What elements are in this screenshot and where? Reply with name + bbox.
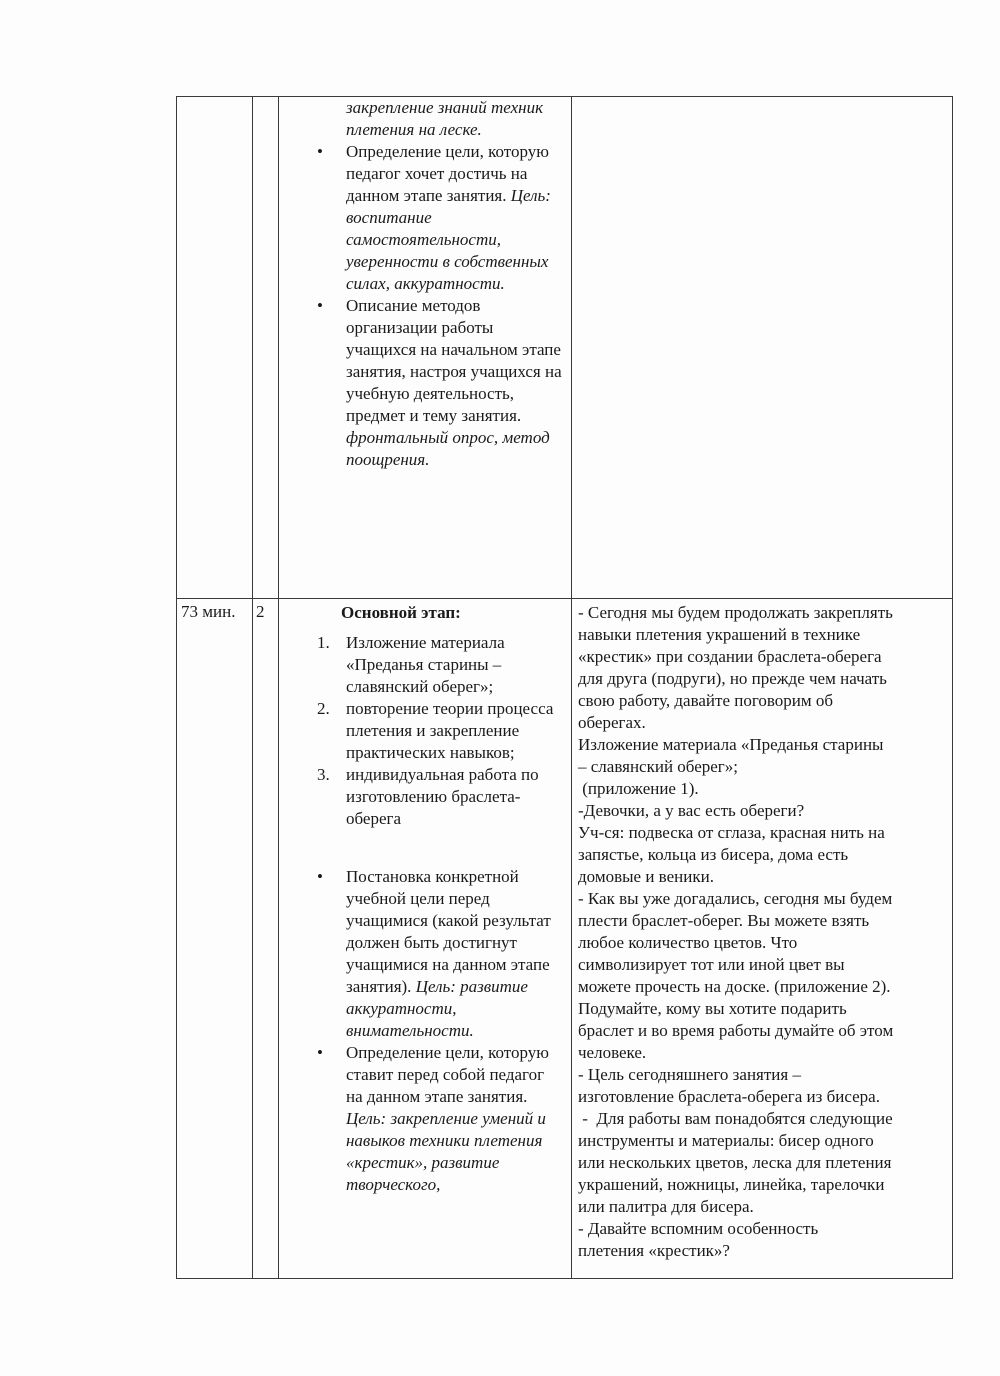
dialogue-line: браслет и во время работы думайте об этом xyxy=(578,1021,894,1040)
lesson-plan-table xyxy=(176,96,953,1279)
dialogue-line: плетения «крестик»? xyxy=(578,1241,730,1260)
list-item xyxy=(279,1042,563,1196)
dialogue-line: - Для работы вам понадобятся следующие xyxy=(578,1109,893,1128)
dialogue-line: Подумайте, кому вы хотите подарить xyxy=(578,999,847,1018)
dialogue-line: Изложение материала «Преданья старины xyxy=(578,735,884,754)
time-cell xyxy=(177,97,253,599)
table-row xyxy=(177,97,953,599)
list-item: 1. Изложение материала «Преданья старины – славянский оберег»; xyxy=(317,633,505,696)
bullet-goal-text: фронтальный опрос, метод поощрения. xyxy=(346,428,550,469)
numbered-list xyxy=(279,632,563,830)
dialogue-line: оберегах. xyxy=(578,713,646,732)
dialogue-line: навыки плетения украшений в технике xyxy=(578,625,861,644)
bullet-text: Определение цели, которую ставит перед собой педагог на данном этапе занятия. xyxy=(346,1043,549,1106)
stage-description-cell xyxy=(279,97,572,599)
dialogue-line: - Сегодня мы будем продолжать закреплять xyxy=(578,603,893,622)
stage-heading: Основной этап: xyxy=(341,603,461,622)
dialogue-line: изготовление браслета-оберега из бисера. xyxy=(578,1087,880,1106)
list-item: 2. повторение теории процесса плетения и закрепление практических навыков; xyxy=(317,699,554,762)
teacher-dialogue xyxy=(578,602,948,1262)
dialogue-line: Уч-ся: подвеска от сглаза, красная нить на xyxy=(578,823,885,842)
dialogue-line: – славянский оберег»; xyxy=(578,757,739,776)
dialogue-line: - Давайте вспомним особенность xyxy=(578,1219,819,1238)
list-item: 3. индивидуальная работа по изготовлению браслета-оберега xyxy=(317,765,539,828)
dialogue-line: домовые и веники. xyxy=(578,867,714,886)
dialogue-line: - Как вы уже догадались, сегодня мы будем xyxy=(578,889,893,908)
continued-goal-text: закрепление знаний техник плетения на леске. xyxy=(346,98,544,139)
dialogue-line: плести браслет-оберег. Вы можете взять xyxy=(578,911,870,930)
bullet-list xyxy=(279,866,563,1196)
number-cell: 2 xyxy=(253,599,279,1279)
list-item xyxy=(279,866,563,1042)
dialogue-line: любое количество цветов. Что xyxy=(578,933,798,952)
dialogue-line: или нескольких цветов, леска для плетения xyxy=(578,1153,892,1172)
time-cell: 73 мин. xyxy=(177,599,253,1279)
dialogue-line: свою работу, давайте поговорим об xyxy=(578,691,834,710)
dialogue-line: «крестик» при создании браслета-оберега xyxy=(578,647,882,666)
bullet-list xyxy=(279,141,563,471)
bullet-text: Постановка конкретной учебной цели перед учащимися (какой результат должен быть достигнут учащимися на данном этапе занятия). xyxy=(346,867,551,996)
bullet-goal-text: Цель: развитие аккуратности, внимательности. xyxy=(346,977,528,1040)
bullet-goal-text: Цель: воспитание самостоятельности, уверенности в собственных силах, аккуратности. xyxy=(346,186,551,293)
dialogue-line: человеке. xyxy=(578,1043,647,1062)
dialogue-line: - Цель сегодняшнего занятия – xyxy=(578,1065,801,1084)
list-item xyxy=(279,141,563,295)
dialogue-line: инструменты и материалы: бисер одного xyxy=(578,1131,874,1150)
dialogue-line: символизирует тот или иной цвет вы xyxy=(578,955,845,974)
dialogue-line: можете прочесть на доске. (приложение 2). xyxy=(578,977,891,996)
list-item xyxy=(279,295,563,471)
bullet-text: Описание методов организации работы учащихся на начальном этапе занятия, настроя учащихся на учебную деятельность, предмет и тему занятия. xyxy=(346,296,562,425)
dialogue-line: (приложение 1). xyxy=(578,779,699,798)
dialogue-line: -Девочки, а у вас есть обереги? xyxy=(578,801,805,820)
dialogue-line: для друга (подруги), но прежде чем начать xyxy=(578,669,887,688)
table-row xyxy=(177,599,953,1279)
dialogue-line: украшений, ножницы, линейка, тарелочки xyxy=(578,1175,885,1194)
number-cell xyxy=(253,97,279,599)
bullet-goal-text: Цель: закрепление умений и навыков техники плетения «крестик», развитие творческого, xyxy=(346,1109,546,1194)
teacher-activity-cell xyxy=(572,599,953,1279)
stage-description-cell xyxy=(279,599,572,1279)
bullet-text: Определение цели, которую педагог хочет достичь на данном этапе занятия. xyxy=(346,142,549,205)
teacher-activity-cell xyxy=(572,97,953,599)
dialogue-line: запястье, кольца из бисера, дома есть xyxy=(578,845,849,864)
dialogue-line: или палитра для бисера. xyxy=(578,1197,754,1216)
